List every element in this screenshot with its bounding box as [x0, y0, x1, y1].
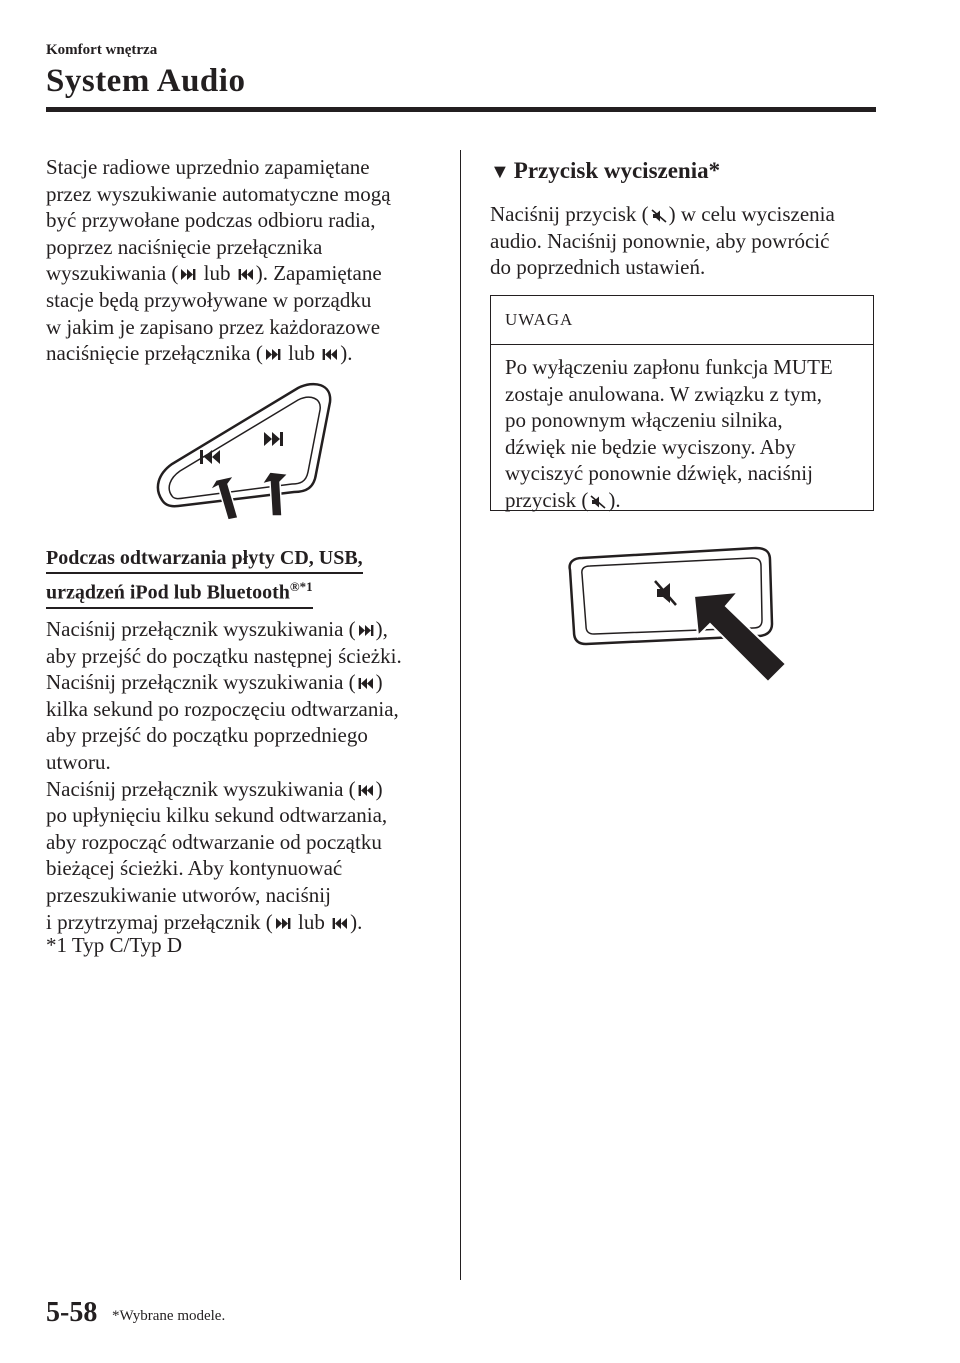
text-line: wyciszyć ponownie dźwięk, naciśnij: [505, 461, 813, 486]
note-box: [490, 295, 874, 511]
text-line: przez wyszukiwanie automatyczne mogą: [46, 181, 391, 206]
text-line: aby rozpocząć odtwarzanie od początku: [46, 829, 382, 854]
text-line: i przytrzymaj przełącznik ( lub ).: [46, 909, 363, 934]
text-line: poprzez naciśnięcie przełącznika: [46, 234, 323, 259]
text-line: Naciśnij przełącznik wyszukiwania ( ),: [46, 617, 388, 641]
text-line: dźwięk nie będzie wyciszony. Aby: [505, 434, 796, 459]
text-line: przycisk ( ).: [505, 487, 621, 512]
column-divider: [460, 150, 461, 1280]
seek-next-icon: [358, 624, 374, 637]
text-line: naciśnięcie przełącznika ( lub ).: [46, 341, 353, 366]
seek-next-icon: [265, 348, 281, 361]
seek-prev-icon: [358, 677, 374, 690]
playback-subheading: [46, 545, 446, 609]
chapter-title: System Audio: [46, 63, 246, 99]
footer-note: *Wybrane modele.: [112, 1308, 226, 1324]
radio-preset-paragraph: [46, 154, 446, 367]
text-line: zostaje anulowana. W związku z tym,: [505, 381, 823, 406]
mute-heading: ▼ Przycisk wyciszenia*: [490, 158, 721, 183]
triangle-bullet-icon: ▼: [490, 161, 510, 183]
page-number: 5-58: [46, 1297, 98, 1328]
text-line: po upłynięciu kilku sekund odtwarzania,: [46, 803, 388, 828]
track-seek-paragraph: [46, 616, 456, 935]
header-rule: [46, 107, 876, 112]
text-line: w jakim je zapisano przez każdorazowe: [46, 314, 381, 339]
text-line: aby przejść do początku następnej ścieżki.: [46, 643, 402, 668]
text-line: kilka sekund po rozpoczęciu odtwarzania,: [46, 696, 399, 721]
mute-icon: [651, 209, 667, 222]
mute-icon: [590, 495, 606, 508]
text-line: audio. Naciśnij ponownie, aby powrócić: [490, 228, 830, 253]
steering-seek-switch-illustration: [148, 378, 338, 520]
text-line: po ponownym włączeniu silnika,: [505, 408, 783, 433]
section-title: Komfort wnętrza: [46, 42, 158, 58]
note-body: [491, 345, 873, 514]
text-line: aby przejść do początku poprzedniego: [46, 723, 368, 748]
seek-prev-icon: [358, 784, 374, 797]
seek-next-icon: [180, 268, 196, 281]
text-line: utworu.: [46, 749, 111, 774]
text-line: Po wyłączeniu zapłonu funkcja MUTE: [505, 355, 833, 379]
text-line: wyszukiwania ( lub ). Zapamiętane: [46, 261, 382, 286]
subheading-line: Podczas odtwarzania płyty CD, USB,: [46, 545, 363, 574]
text-line: bieżącej ścieżki. Aby kontynuować: [46, 856, 343, 881]
note-title: UWAGA: [491, 296, 873, 345]
seek-prev-icon: [322, 348, 338, 361]
text-line: Stacje radiowe uprzednio zapamiętane: [46, 155, 370, 179]
footnote: *1 Typ C/Typ D: [46, 933, 183, 957]
text-line: Naciśnij przycisk ( ) w celu wyciszenia: [490, 202, 835, 226]
seek-prev-icon: [238, 268, 254, 281]
mute-paragraph: [490, 201, 874, 281]
text-line: Naciśnij przełącznik wyszukiwania ( ): [46, 670, 383, 695]
text-line: przeszukiwanie utworów, naciśnij: [46, 882, 331, 907]
subheading-line: urządzeń iPod lub Bluetooth$^{®*1}$: [46, 574, 313, 609]
text-line: być przywołane podczas odbioru radia,: [46, 208, 376, 233]
seek-prev-icon: [332, 917, 348, 930]
text-line: do poprzednich ustawień.: [490, 255, 706, 280]
mute-button-illustration: [560, 540, 810, 688]
text-line: stacje będą przywoływane w porządku: [46, 287, 372, 312]
text-line: Naciśnij przełącznik wyszukiwania ( ): [46, 776, 383, 801]
seek-next-icon: [275, 917, 291, 930]
